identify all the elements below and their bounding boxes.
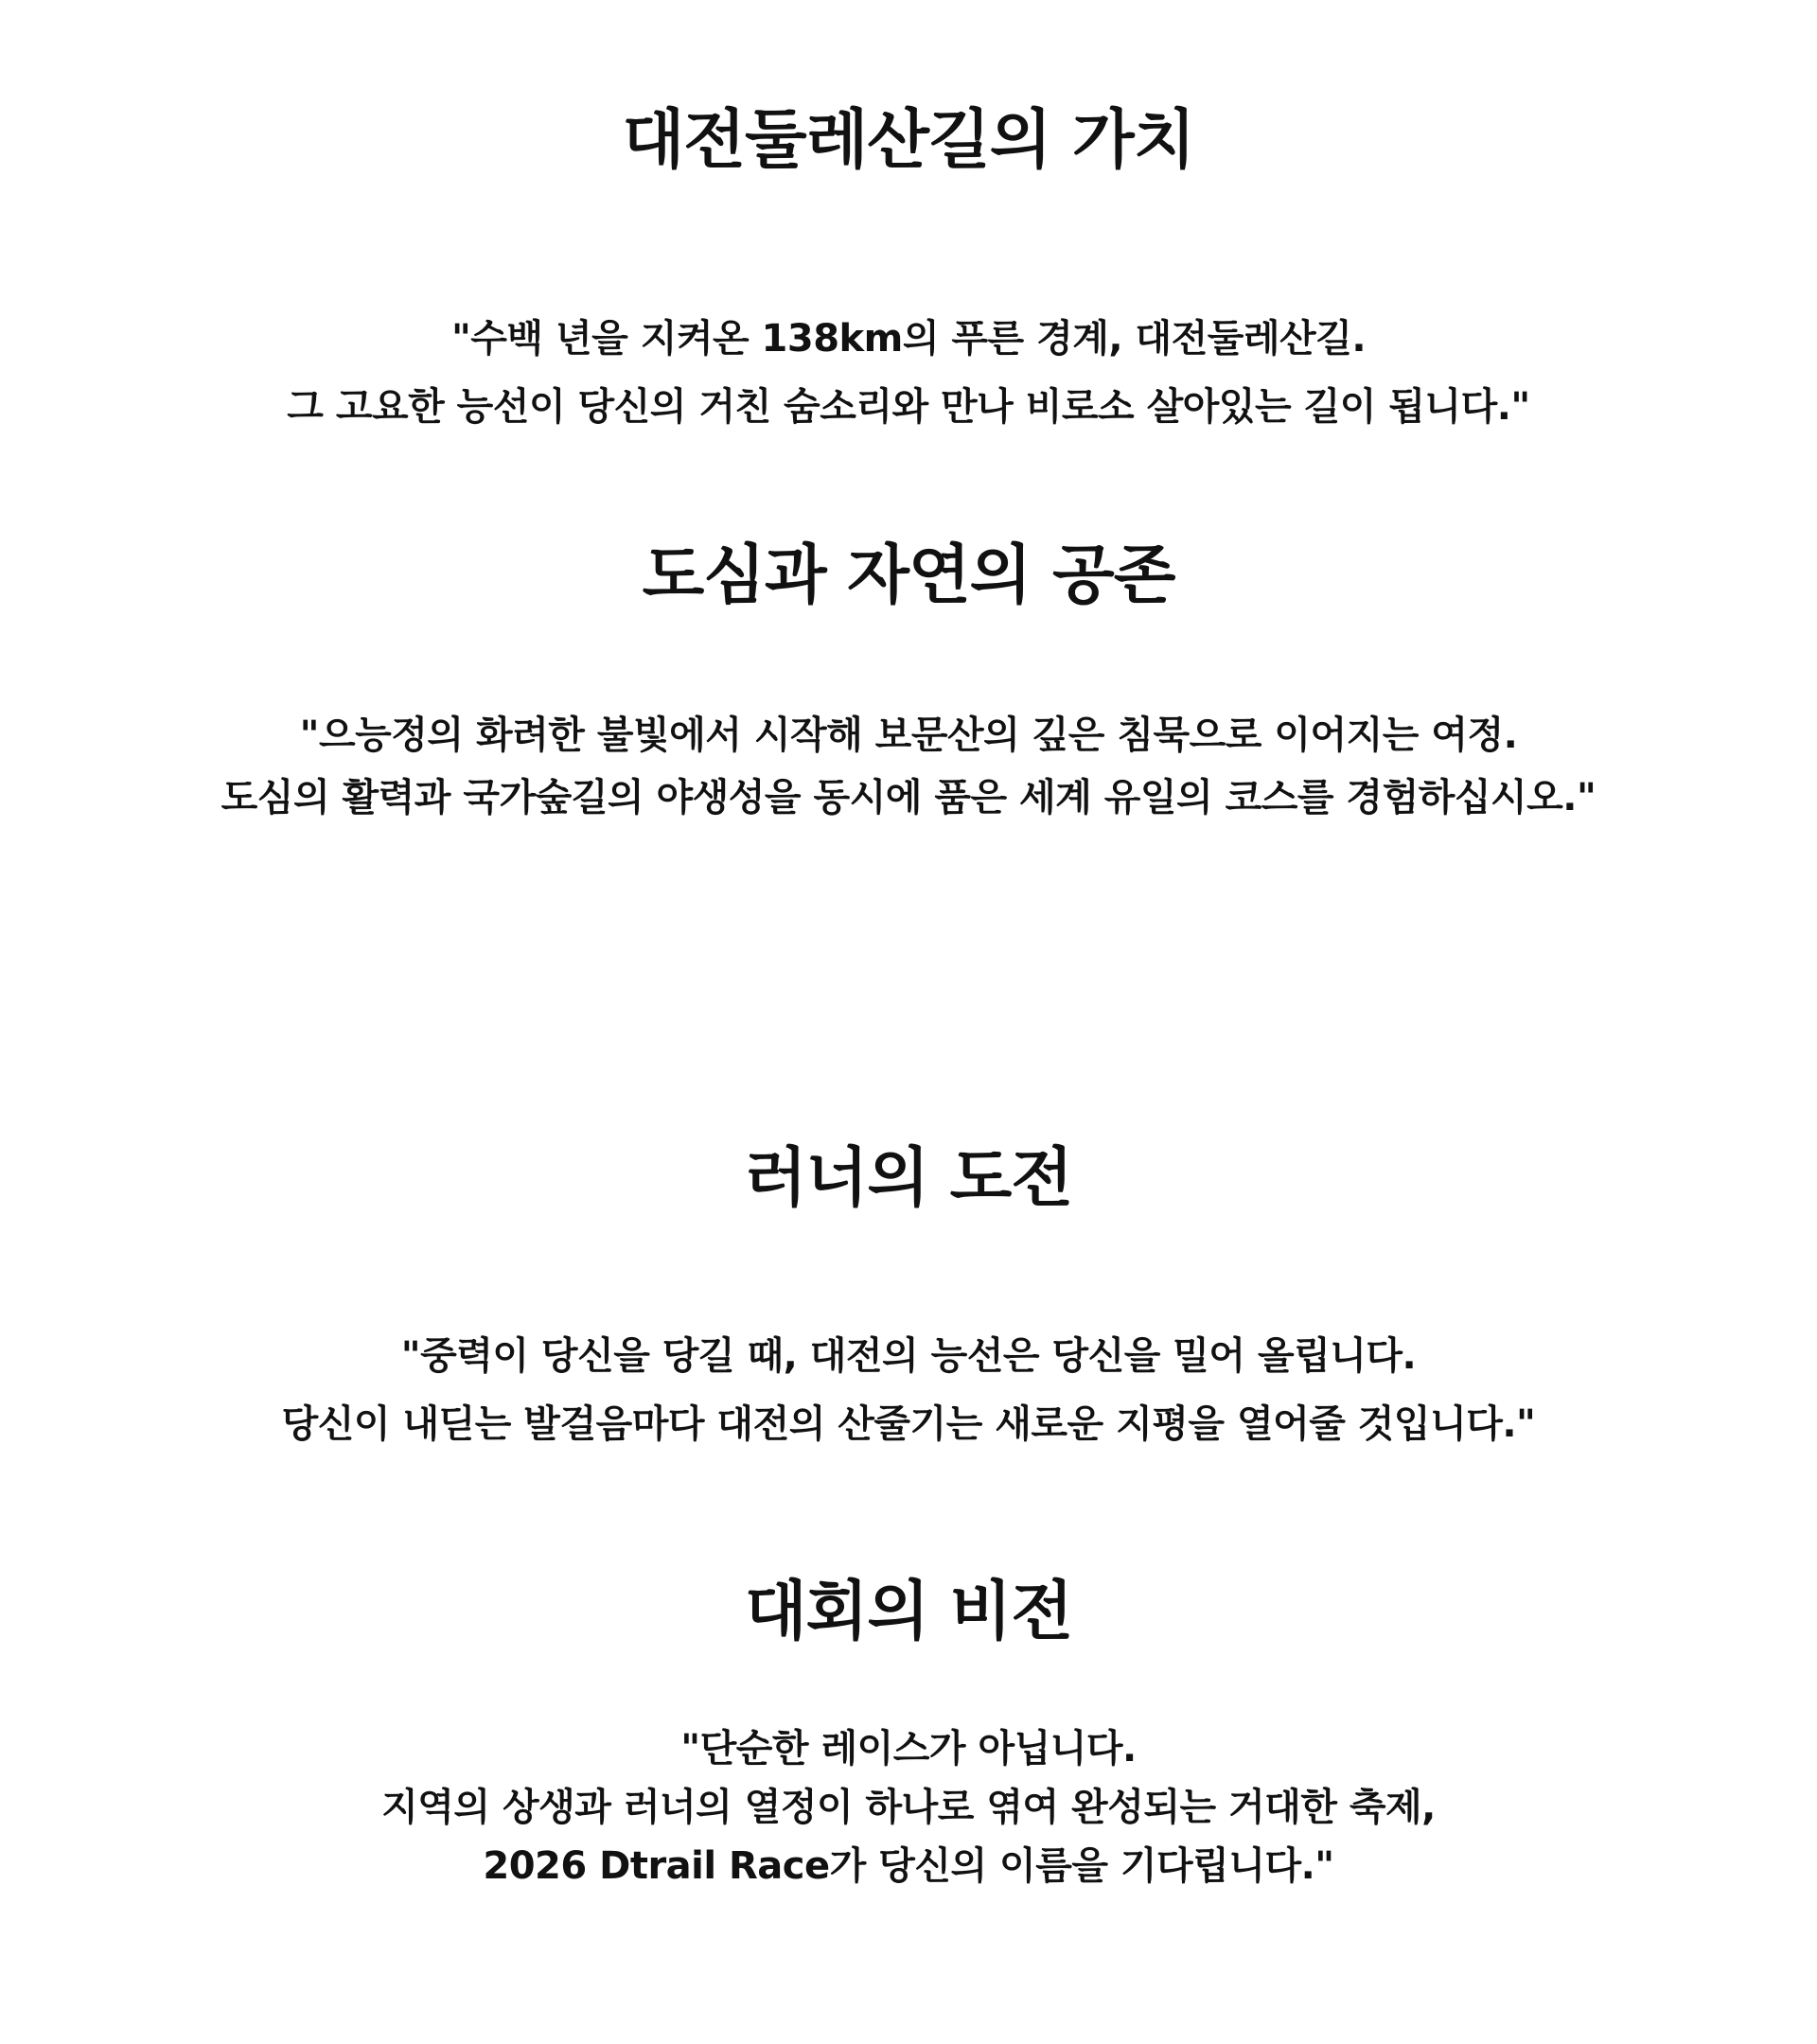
section-quote-vision bbox=[0, 1719, 1817, 1895]
section-title-challenge: 러너의 도전 bbox=[744, 1141, 1073, 1216]
section-title-vision: 대회의 비전 bbox=[744, 1575, 1073, 1649]
quote-line: "단순한 레이스가 아닙니다. bbox=[680, 1727, 1137, 1771]
quote-line: "으능정의 화려한 불빛에서 시작해 보문산의 깊은 침묵으로 이어지는 여정. bbox=[299, 714, 1518, 757]
quote-line: "수백 년을 지켜온 138km의 푸른 경계, 대전둘레산길. bbox=[450, 317, 1367, 361]
section-title-coexistence: 도심과 자연의 공존 bbox=[642, 538, 1175, 613]
quote-line: 지역의 상생과 러너의 열정이 하나로 엮여 완성되는 거대한 축제, bbox=[381, 1786, 1436, 1829]
quote-line: 2026 Dtrail Race가 당신의 이름을 기다립니다." bbox=[483, 1844, 1334, 1888]
quote-line: "중력이 당신을 당길 때, 대전의 능선은 당신을 밀어 올립니다. bbox=[400, 1334, 1417, 1378]
quote-line: 도심의 활력과 국가숲길의 야생성을 동시에 품은 세계 유일의 코스를 경험하십시오." bbox=[221, 776, 1596, 819]
section-title-value: 대전둘레산길의 가치 bbox=[622, 103, 1195, 178]
section-quote-value bbox=[0, 305, 1817, 441]
quote-line: 당신이 내딛는 발걸음마다 대전의 산줄기는 새로운 지평을 열어줄 것입니다." bbox=[281, 1402, 1536, 1446]
section-quote-challenge bbox=[0, 1322, 1817, 1458]
section-quote-coexistence bbox=[0, 704, 1817, 829]
quote-line: 그 고요한 능선이 당신의 거친 숨소리와 만나 비로소 살아있는 길이 됩니다." bbox=[287, 385, 1530, 429]
